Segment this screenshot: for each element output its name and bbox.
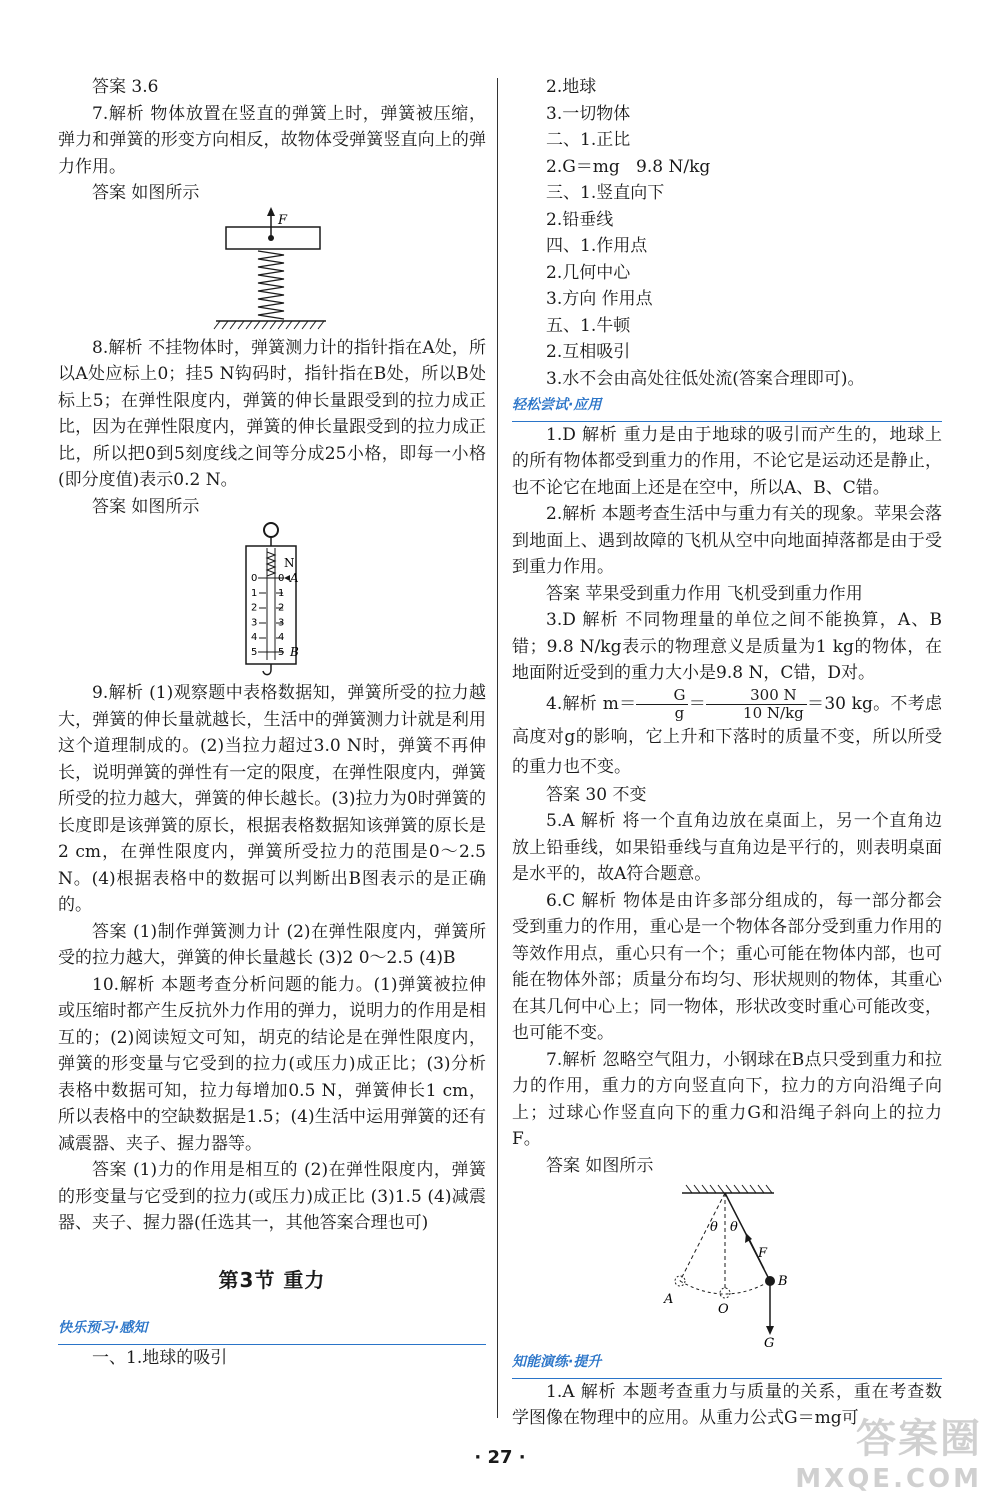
point-label-a: A	[664, 1292, 674, 1307]
answer-9: 答案 (1)制作弹簧测力计 (2)在弹性限度内，弹簧所受的拉力越大，弹簧的伸长量越长 (3)2 0～2.5 (4)B	[58, 921, 486, 968]
force-label-f: F	[758, 1246, 768, 1261]
pendulum-diagram	[512, 1179, 942, 1349]
force-label-f: F	[278, 212, 288, 228]
banner-preview: 快乐预习·感知	[58, 1320, 148, 1336]
scale-label-a: A	[290, 571, 299, 585]
try-4-answer: 答案 30 不变	[546, 784, 647, 805]
point-label-o: O	[718, 1302, 729, 1317]
preview-section-2-1: 二、1.正比	[546, 130, 631, 150]
page-number: · 27 ·	[474, 1447, 526, 1468]
watermark	[795, 1407, 982, 1494]
answer-8: 答案 如图所示	[92, 496, 200, 517]
gravity-label-g: G	[764, 1336, 775, 1349]
try-2: 2.解析 本题考查生活中与重力有关的现象。苹果会落到地面上、遇到故障的飞机从空中向地面掉落都是由于受到重力作用。	[512, 504, 942, 577]
theta-label-right: θ	[730, 1220, 738, 1235]
column-divider	[497, 78, 498, 1418]
answer-6: 答案 3.6	[92, 77, 159, 97]
spring-scale-figure	[58, 520, 486, 680]
preview-section-5-1: 五、1.牛顿	[546, 315, 631, 336]
scale-tick-label: 5	[251, 647, 258, 658]
analysis-9: 9.解析 (1)观察题中表格数据知，弹簧所受的拉力越大，弹簧的伸长量就越长，生活中的弹簧测力计就是利用这个道理制成的。(2)当拉力超过3.0 N时，弹簧不再伸长，说明弹簧的弹性有一定的限度，在弹性限度内，弹簧所受的拉力越大，弹簧的伸长越长。(3)拉力为0时弹簧的长度即是该弹簧的原长，根据表格数据知该弹簧的原长是2 cm，在弹性限度内，弹簧所受拉力的范围是0～2.5 N。(4)根据表格中的数据可以判断出B图表示的是正确的。	[58, 683, 486, 915]
banner-practice: 知能演练·提升	[512, 1354, 602, 1370]
banner-try: 轻松尝试·应用	[512, 397, 602, 413]
preview-item-1: 一、1.地球的吸引	[92, 1347, 228, 1368]
scale-tick-label: 0	[278, 573, 285, 584]
spring-block-diagram	[58, 207, 486, 335]
try-4: 4.解析 m＝ $\frac{G}{g}$ ＝ $\frac{300 N}{10 N/kg}$ ＝30 kg。不考虑高度对g的影响，它上升和下落时的质量不变，所以所受的重力也不变。	[512, 685, 942, 777]
preview-section-5-2: 2.互相吸引	[546, 342, 631, 362]
try-5: 5.A 解析 将一个直角边放在桌面上，另一个直角边放上铅垂线，如果铅垂线与直角边是平行的，则表明桌面是水平的，故A符合题意。	[512, 811, 942, 884]
try-6: 6.C 解析 物体是由许多部分组成的，每一部分都会受到重力的作用，重心是一个物体各部分受到重力作用的等效作用点，重心只有一个；重心可能在物体内部，也可能在物体外部；质量分布均匀、形状规则的物体，其重心在其几何中心上；同一物体，形状改变时重心可能改变，也可能不变。	[512, 890, 942, 1043]
scale-unit-n: N	[284, 556, 295, 570]
scale-tick-label: 1	[278, 587, 285, 599]
scale-tick-label: 2	[251, 602, 258, 614]
preview-item-2: 2.地球	[546, 77, 597, 97]
scale-tick-label: 2	[278, 602, 285, 614]
watermark-url: MXQE.COM	[795, 1464, 982, 1494]
scale-tick-label: 4	[251, 632, 258, 644]
right-column	[512, 74, 942, 1432]
preview-section-2-2: 2.G＝mg 9.8 N/kg	[546, 156, 711, 177]
try-2-answer: 答案 苹果受到重力作用 飞机受到重力作用	[546, 583, 863, 604]
spring-scale-diagram	[58, 520, 486, 680]
try-7-answer: 答案 如图所示	[546, 1155, 654, 1176]
theta-label-left: θ	[710, 1220, 718, 1235]
try-1: 1.D 解析 重力是由于地球的吸引而产生的，地球上的所有物体都受到重力的作用，不论它是运动还是静止，也不论它在地面上还是在空中，所以A、B、C错。	[512, 424, 942, 498]
preview-section-3-1: 三、1.竖直向下	[546, 183, 665, 203]
preview-section-4-1: 四、1.作用点	[546, 236, 648, 256]
pendulum-figure	[512, 1179, 942, 1349]
preview-section-5-3: 3.水不会由高处往低处流(答案合理即可)。	[546, 368, 865, 389]
scale-tick-label: 4	[278, 632, 285, 644]
preview-section-4-2: 2.几何中心	[546, 262, 631, 283]
scale-tick-label: 5	[278, 647, 285, 658]
practice-1: 1.A 解析 本题考查重力与质量的关系，重在考查数学图像在物理中的应用。从重力公式G＝mg可	[512, 1381, 942, 1428]
analysis-10: 10.解析 本题考查分析问题的能力。(1)弹簧被拉伸或压缩时都产生反抗外力作用的弹力，说明力的作用是相互的；(2)阅读短文可知，胡克的结论是在弹性限度内，弹簧的形变量与它受到的拉力(或压力)成正比；(3)分析表格中数据可知，拉力每增加0.5 N，弹簧伸长1 cm，所以表格中的空缺数据是1.5；(4)生活中运用弹簧的还有减震器、夹子、握力器等。	[58, 974, 486, 1154]
scale-tick-label: 3	[278, 617, 285, 629]
try-3: 3.D 解析 不同物理量的单位之间不能换算，A、B错；9.8 N/kg表示的物理意义是质量为1 kg的物体，在地面附近受到的重力大小是9.8 N，C错，D对。	[512, 610, 942, 683]
answer-7: 答案 如图所示	[92, 183, 200, 203]
scale-tick-label: 1	[251, 587, 258, 599]
section-title: 第3节 重力	[218, 1267, 326, 1292]
scale-tick-label: 3	[251, 617, 258, 629]
preview-section-4-3: 3.方向 作用点	[546, 289, 653, 309]
preview-section-3-2: 2.铅垂线	[546, 209, 614, 230]
analysis-8: 8.解析 不挂物体时，弹簧测力计的指针指在A处，所以A处应标上0；挂5 N钩码时，指针指在B处，所以B处标上5；在弹性限度内，弹簧的伸长量跟受到的拉力成正比，因为在弹性限度内，弹簧的伸长量跟受到的拉力成正比，所以把0到5刻度线之间等分成25小格，即每一小格(即分度值)表示0.2 N。	[58, 337, 486, 490]
spring-block-figure	[58, 207, 486, 335]
try-7: 7.解析 忽略空气阻力，小钢球在B点只受到重力和拉力的作用，重力的方向竖直向下，拉力的方向沿绳子向上；过球心作竖直向下的重力G和沿绳子斜向上的拉力F。	[512, 1049, 942, 1149]
analysis-7: 7.解析 物体放置在竖直的弹簧上时，弹簧被压缩，弹力和弹簧的形变方向相反，故物体受弹簧竖直向上的弹力作用。	[58, 103, 486, 177]
preview-item-3: 3.一切物体	[546, 103, 631, 124]
left-column	[58, 74, 486, 1371]
answer-10: 答案 (1)力的作用是相互的 (2)在弹性限度内，弹簧的形变量与它受到的拉力(或压力)成正比 (3)1.5 (4)减震器、夹子、握力器(任选其一，其他答案合理也可)	[58, 1160, 486, 1233]
watermark-title: 答案圈	[856, 1416, 982, 1462]
point-label-b: B	[778, 1274, 788, 1289]
scale-label-b: B	[290, 645, 299, 659]
scale-tick-label: 0	[251, 573, 258, 584]
